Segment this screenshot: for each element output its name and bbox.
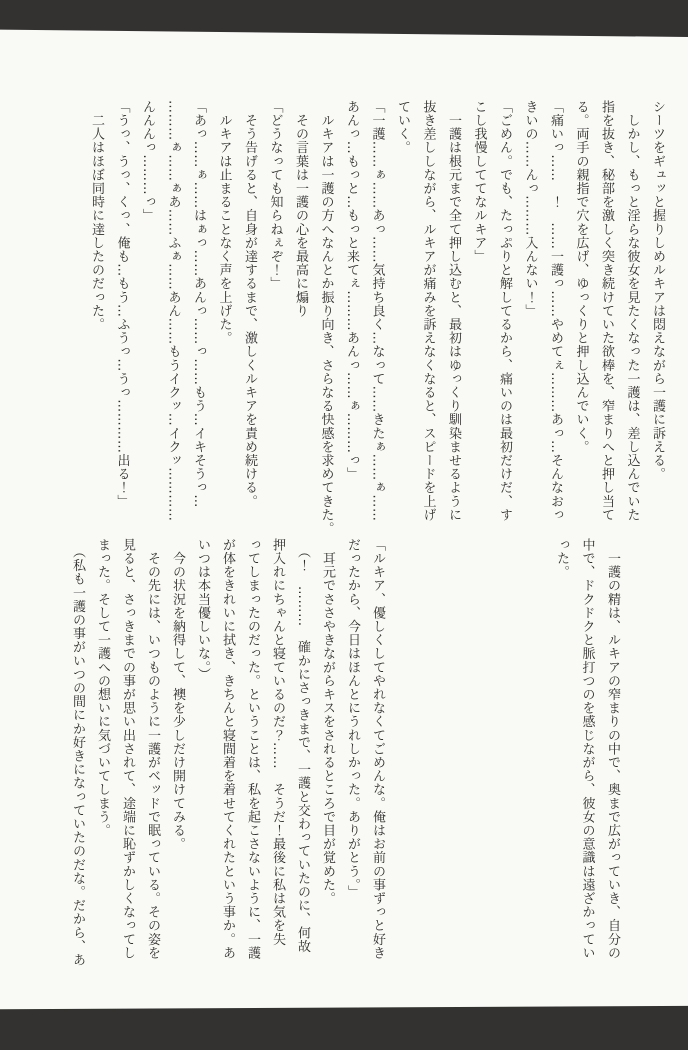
vertical-text-column: ていく。 bbox=[395, 100, 410, 155]
bottom-text-block-right bbox=[549, 538, 626, 976]
vertical-text-column: その先には、いつものように一護がベッドで眠っている。その姿を bbox=[145, 538, 160, 960]
vertical-text-column: 「うっ、うっ、くっ、俺も…もう…ふうっ…うっ…………出る！」 bbox=[114, 100, 130, 508]
vertical-text-column: ………ぁ……ぁあ……ふぁ……あん……もうイクッ…イクッ………… bbox=[165, 100, 181, 522]
vertical-text-column: 今の状況を納得して、襖を少しだけ開けてみる。 bbox=[170, 538, 185, 851]
vertical-text-column: んんんっ………っ」 bbox=[140, 100, 155, 223]
vertical-text-column: まった。そして一護への想いに気づいてしまう。 bbox=[95, 538, 110, 838]
vertical-text-column: きいの……んっ………入んない！」 bbox=[522, 100, 538, 318]
vertical-text-column: ルキアは止まることなく声を上げた。 bbox=[216, 100, 232, 345]
page-bottom-edge-bar bbox=[0, 1002, 688, 1050]
vertical-text-column: 一護は根元まで全て押し込むと、最初はゆっくり馴染ませるように bbox=[446, 100, 461, 522]
vertical-text-column: 「ごめん。でも、たっぷりと解してるから、痛いのは最初だけだ、す bbox=[497, 100, 512, 522]
vertical-text-column: その言葉は一護の心を最高に煽り bbox=[293, 100, 308, 318]
vertical-text-column: が体をきれいに拭き、きちんと寝間着を着せてくれたという事か。あ bbox=[220, 538, 235, 960]
vertical-text-column: シーツをギュッと握りしめルキアは悶えながら一護に訴える。 bbox=[650, 100, 665, 481]
vertical-text-column: 「一護……ぁ……あっ……気持ち良く…なって……きたぁ……ぁ…… bbox=[369, 100, 385, 522]
vertical-text-column: （！ ……… 確かにさっきまで、一護と交わっていたのに、何故 bbox=[295, 538, 310, 954]
vertical-text-column: った。 bbox=[554, 538, 569, 579]
vertical-text-column: だったから、今日はほんとにうれしかった。ありがとう。」 bbox=[345, 538, 360, 899]
vertical-text-column: 指を抜き、秘部を激しく突き続けていた欲棒を、窄まりへと押し当て bbox=[599, 100, 614, 522]
vertical-text-column: ルキアは一護の方へなんとか振り向き、さらなる快感を求めてきた。 bbox=[318, 100, 334, 536]
vertical-text-column: ってしまったのだった。ということは、私を起こさないように、一護 bbox=[245, 538, 260, 960]
vertical-text-column: 「あっ……ぁ……はぁっ……あんっ……っ……もう…イキそうっ… bbox=[191, 100, 206, 508]
page-top-edge-bar bbox=[0, 0, 688, 37]
vertical-text-column: こし我慢しててなルキア」 bbox=[471, 100, 487, 264]
vertical-text-column: あんっ…もっと…もっと来てぇ………あんっ……ぁ………っ」 bbox=[344, 100, 359, 481]
vertical-text-column: 中で、ドクドクと脈打つのを感じながら、彼女の意識は遠ざかってい bbox=[579, 538, 595, 960]
vertical-text-column: （私も一護の事がいつの間にか好きになっていたのだな。だから、あ bbox=[70, 538, 85, 967]
vertical-text-column: 二人はほぼ同時に達したのだった。 bbox=[89, 100, 104, 332]
vertical-text-column: 耳元でささやきながらキスをされるところで目が覚めた。 bbox=[320, 538, 335, 906]
vertical-text-column: しかし、もっと淫らな彼女を見たくなった一護は、差し込んでいた bbox=[624, 100, 640, 522]
top-text-block bbox=[84, 100, 671, 536]
vertical-text-column: 押入れにちゃんと寝ているのだ？…… そうだ！最後に私は気を失 bbox=[270, 538, 285, 946]
vertical-text-column: る。両手の親指で穴を広げ、ゆっくりと押し込んでいく。 bbox=[573, 100, 589, 454]
vertical-text-column: 見ると、さっきまでの事が思い出されて、途端に恥ずかしくなってし bbox=[120, 538, 135, 960]
vertical-text-column: いつは本当優しいな。） bbox=[195, 538, 210, 682]
vertical-text-column: 「ルキア、優しくしてやれなくてごめんな。俺はお前の事ずっと好き bbox=[370, 538, 385, 960]
vertical-text-column: 「痛いっ…… ！ ……一護っ……やめてぇ………あっ…そんなおっ bbox=[548, 100, 563, 522]
vertical-text-column: 抜き差ししながら、ルキアが痛みを訴えなくなると、スピードを上げ bbox=[420, 100, 436, 522]
bottom-text-block-left bbox=[65, 538, 390, 978]
vertical-text-column: 一護の精は、ルキアの窄まりの中で、奥まで広がっていき、自分の bbox=[605, 538, 620, 960]
vertical-text-column: 「どうなっても知らねぇぞ！」 bbox=[267, 100, 283, 291]
vertical-text-column: そう告げると、自身が達するまで、激しくルキアを責め続ける。 bbox=[242, 100, 257, 508]
